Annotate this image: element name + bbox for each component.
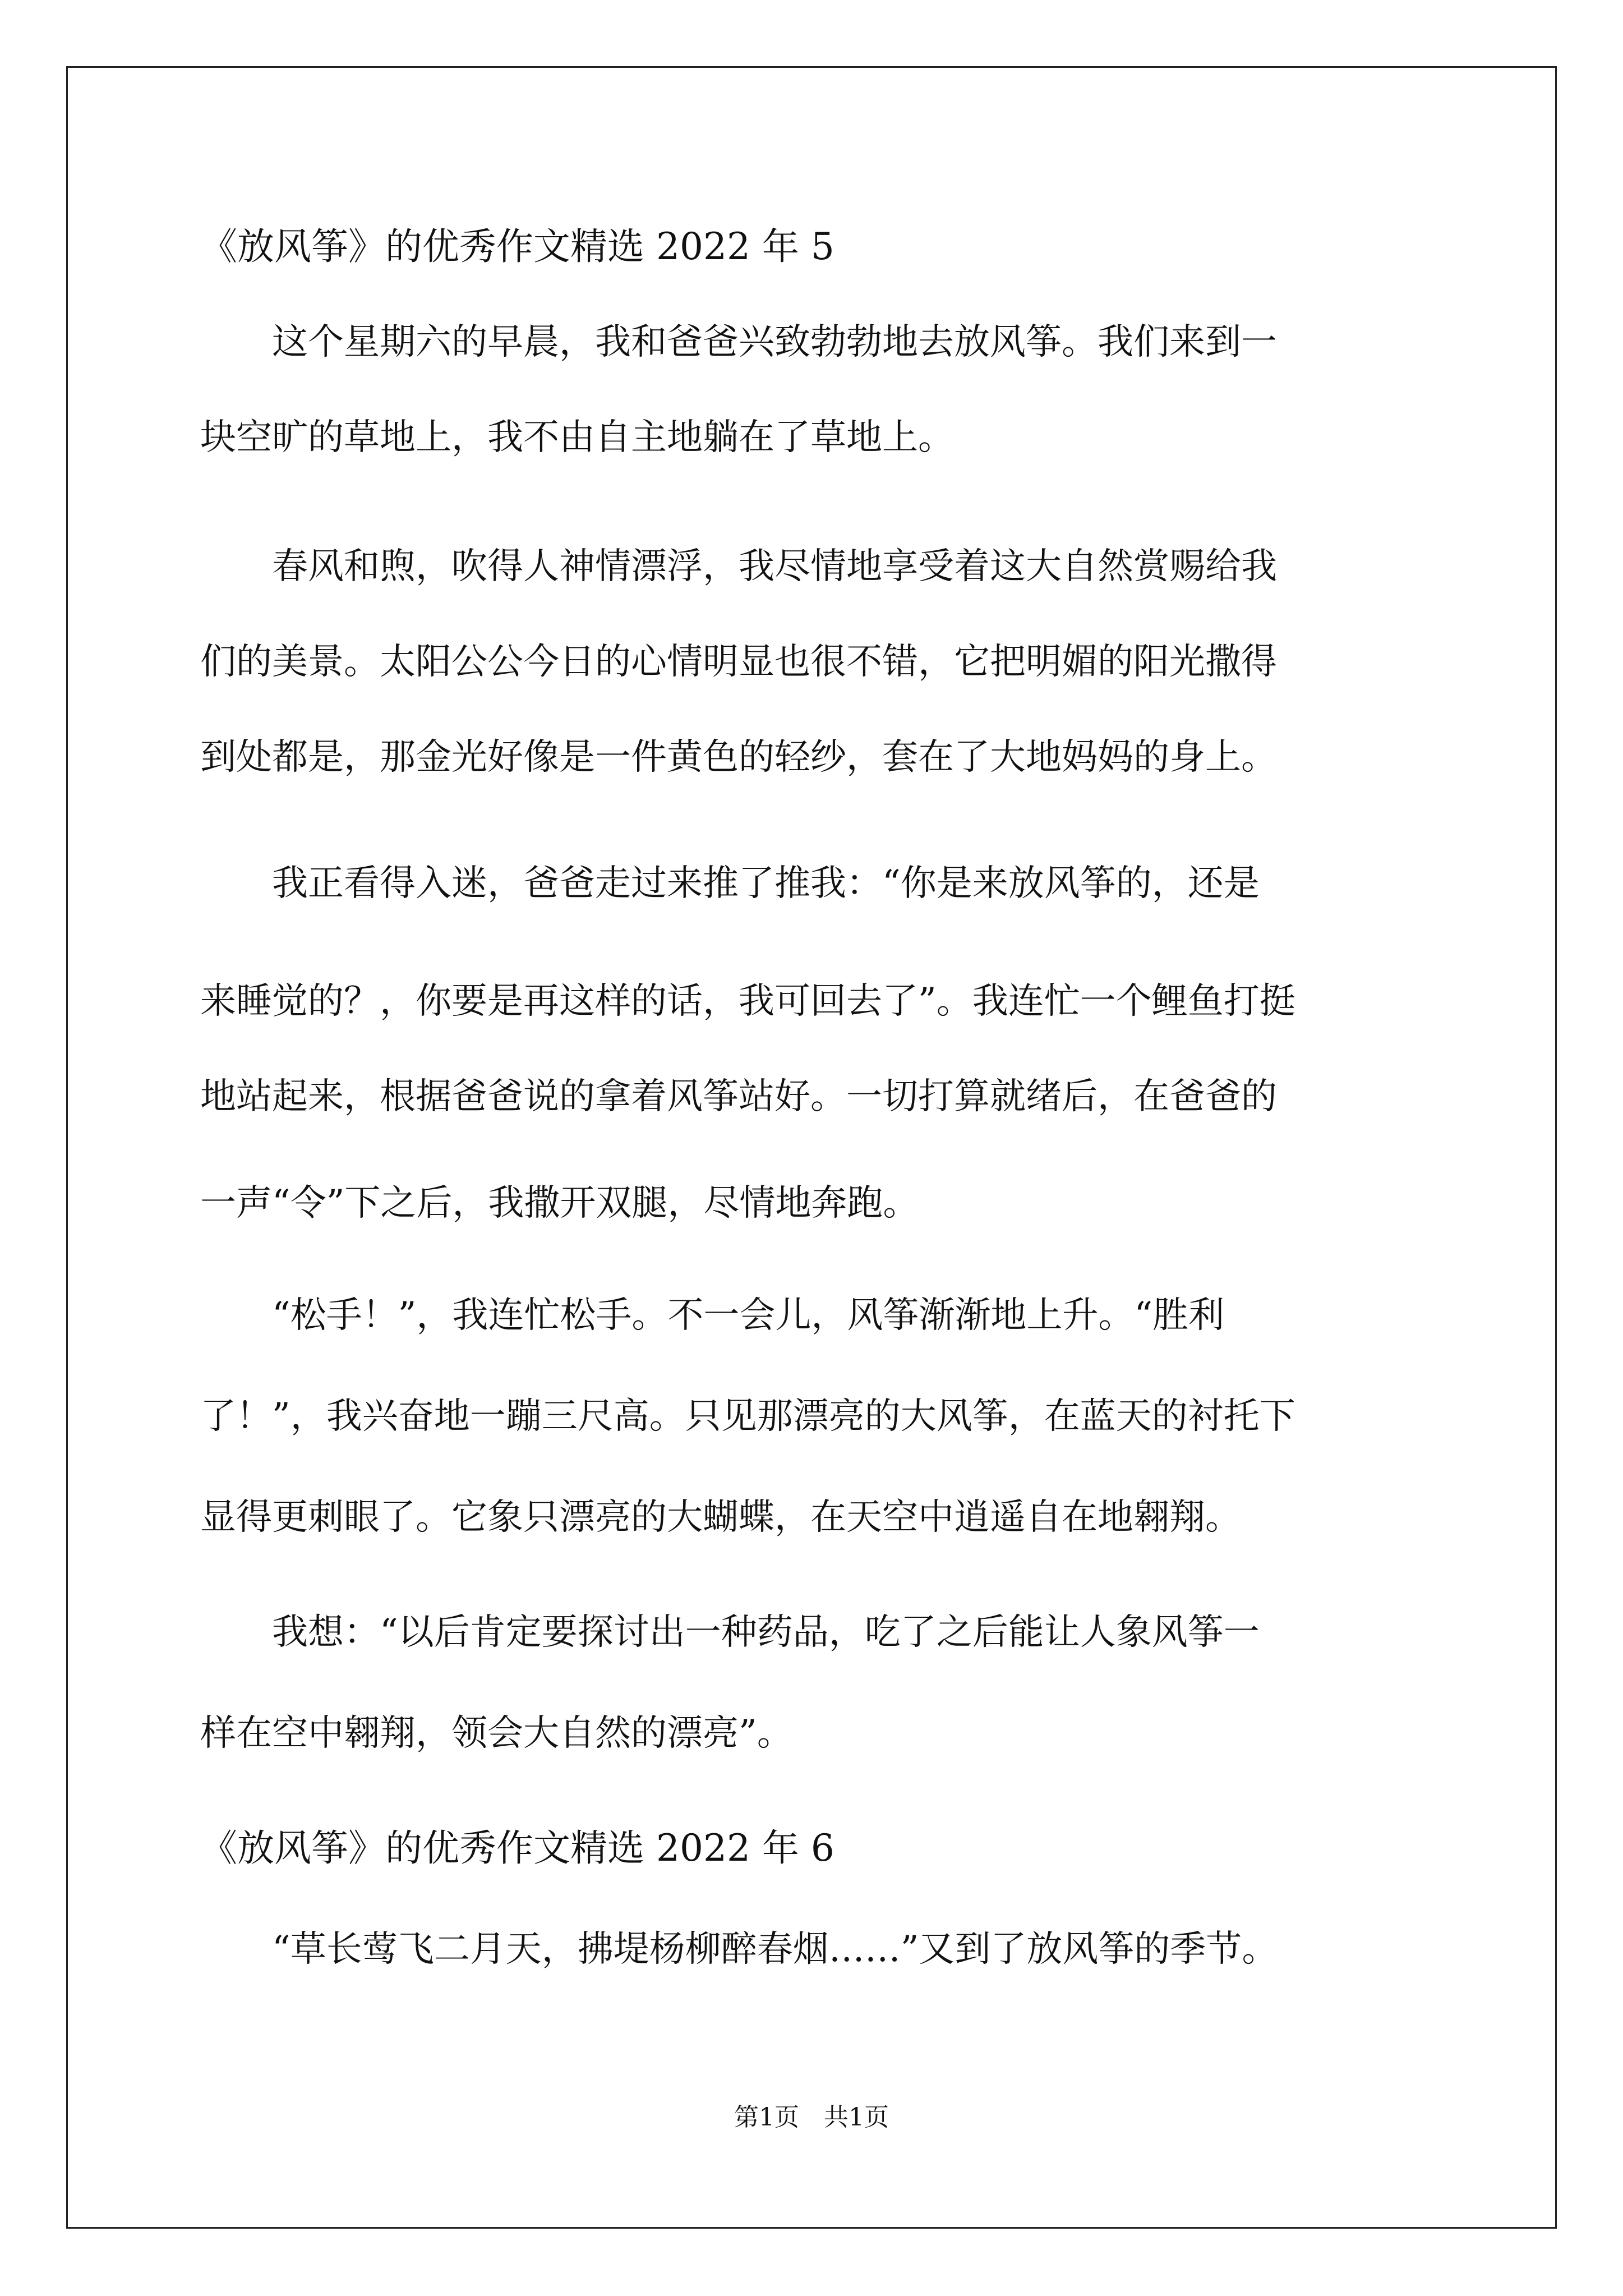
paragraph-line: 了！”，我兴奋地一蹦三尺高。只见那漂亮的大风筝，在蓝天的衬托下 xyxy=(200,1396,1295,1437)
paragraph-line: “草长莺飞二月天，拂堤杨柳醉春烟……”又到了放风筝的季节。 xyxy=(200,1929,1278,1970)
page-footer: 第1页 共1页 xyxy=(734,2103,889,2132)
paragraph-line: 显得更刺眼了。它象只漂亮的大蝴蝶，在天空中逍遥自在地翱翔。 xyxy=(200,1497,1241,1538)
paragraph-line: 春风和煦，吹得人神情漂浮，我尽情地享受着这大自然赏赐给我 xyxy=(200,546,1277,587)
paragraph-line: “松手！”，我连忙松手。不一会儿，风筝渐渐地上升。“胜利 xyxy=(200,1295,1225,1336)
paragraph-line: 样在空中翱翔，领会大自然的漂亮”。 xyxy=(200,1713,793,1754)
paragraph-line: 来睡觉的？，你要是再这样的话，我可回去了”。我连忙一个鲤鱼打挺 xyxy=(200,981,1295,1022)
paragraph-line: 地站起来，根据爸爸说的拿着风筝站好。一切打算就绪后，在爸爸的 xyxy=(200,1076,1277,1117)
paragraph-line: 这个星期六的早晨，我和爸爸兴致勃勃地去放风筝。我们来到一 xyxy=(200,321,1277,363)
paragraph-line: 我正看得入迷，爸爸走过来推了推我：“你是来放风筝的，还是 xyxy=(200,863,1260,904)
page-border xyxy=(66,66,1557,2229)
paragraph-line: 到处都是，那金光好像是一件黄色的轻纱，套在了大地妈妈的身上。 xyxy=(200,737,1277,778)
paragraph-line: 们的美景。太阳公公今日的心情明显也很不错，它把明媚的阳光撒得 xyxy=(200,641,1277,683)
paragraph-line: 我想：“以后肯定要探讨出一种药品，吃了之后能让人象风筝一 xyxy=(200,1612,1260,1653)
paragraph-line: 块空旷的草地上，我不由自主地躺在了草地上。 xyxy=(200,417,954,458)
paragraph-line: 一声“令”下之后，我撒开双腿，尽情地奔跑。 xyxy=(200,1182,919,1224)
essay-title-5: 《放风筝》的优秀作文精选 2022 年 5 xyxy=(200,225,834,268)
essay-title-6: 《放风筝》的优秀作文精选 2022 年 6 xyxy=(200,1826,834,1870)
